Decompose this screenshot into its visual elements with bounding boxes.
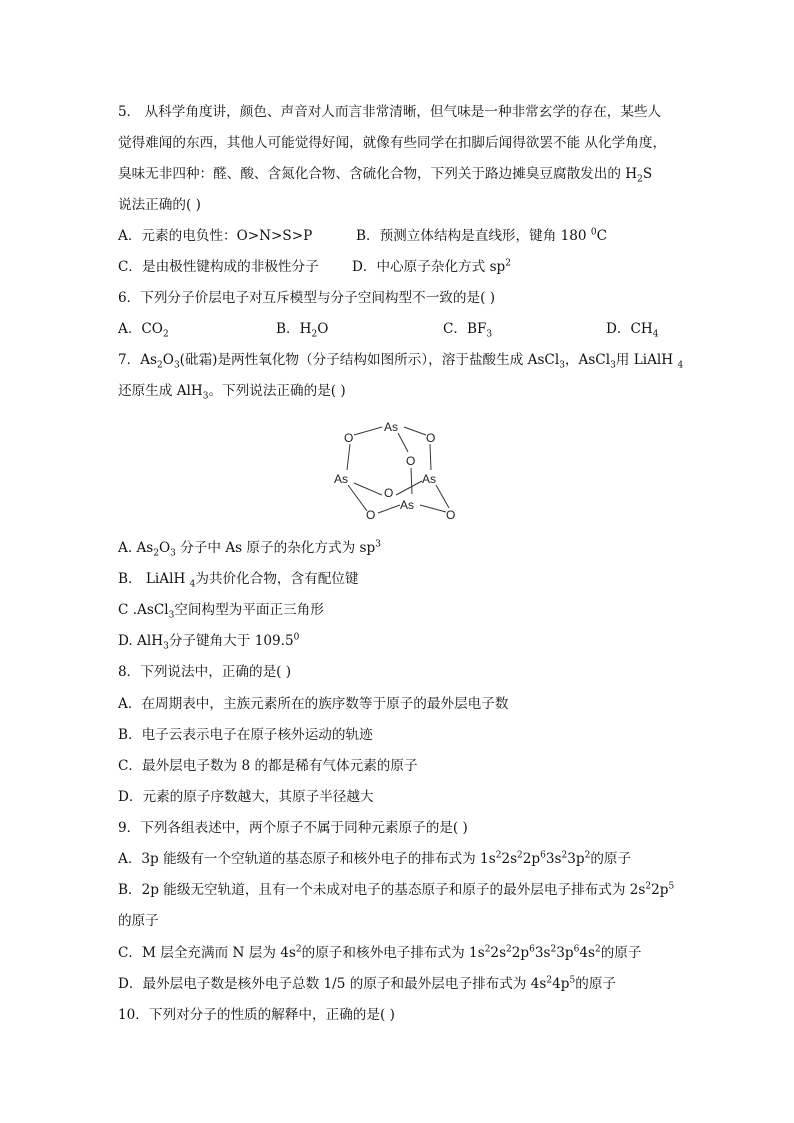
atom-o-center: O: [406, 454, 416, 468]
atom-as-right: As: [422, 472, 437, 486]
q9-option-d: D．最外层电子数是核外电子总数 1/5 的原子和最外层电子排布式为 $4s^24p^5$的原子: [118, 975, 617, 992]
q5-option-c: C．是由极性键构成的非极性分子: [118, 259, 319, 275]
atom-o-left-top: O: [344, 431, 354, 445]
q9-option-b-line-2: 的原子: [118, 913, 159, 929]
q5-option-b: B．预测立体结构是直线形，键角 180 $^0$C: [356, 227, 608, 244]
q7-option-c: C .AsCl$_3$空间构型为平面正三角形: [118, 602, 324, 621]
q6-option-d: D．$CH_4$: [606, 321, 659, 340]
q7-stem-line-2: 还原生成 AlH$_3$。下列说法正确的是( ): [118, 383, 346, 402]
q6-option-a: A．$CO_2$: [118, 321, 169, 340]
q7-stem-line-1: 7．$As_2O_3$(砒霜)是两性氧化物（分子结构如图所示），溶于盐酸生成 AsCl$_3$，AsCl$_3$用 LiAlH $_4$: [118, 352, 684, 371]
as2o3-molecule-diagram: [330, 415, 466, 525]
q7-option-a: A. $As_2O_3$ 分子中 As 原子的杂化方式为 $sp^3$: [118, 539, 381, 559]
q6-option-c: C．$BF_3$: [443, 321, 493, 340]
q7-option-d: D. AlH$_3$分子键角大于 109.5$^0$: [118, 632, 300, 652]
q5-stem-line-1: 5． 从科学角度讲，颜色、声音对人而言非常清晰，但气味是一种非常玄学的存在，某些人: [118, 104, 662, 120]
atom-o-right-bottom: O: [446, 508, 456, 522]
q5-option-d: D．中心原子杂化方式 $sp^2$: [352, 258, 511, 275]
atom-as-bottom: As: [400, 498, 415, 512]
q5-stem-line-2: 觉得难闻的东西，其他人可能觉得好闻，就像有些同学在扣脚后闻得欲罢不能 从化学角度，: [118, 135, 667, 151]
q5-option-a: A．元素的电负性：O>N>S>P: [118, 228, 313, 244]
q5-stem-line-3: 臭味无非四种：醛、酸、含氮化合物、含硫化合物，下列关于路边摊臭豆腐散发出的 $H_2S$: [118, 166, 653, 185]
atom-o-mid: O: [384, 486, 394, 500]
atom-as-left: As: [334, 472, 349, 486]
q8-option-a: A．在周期表中，主族元素所在的族序数等于原子的最外层电子数: [118, 696, 509, 712]
q7-option-b: B． LiAlH $_4$为共价化合物，含有配位键: [118, 571, 359, 590]
q5-options-row-2: [118, 257, 678, 277]
atom-o-left-bottom: O: [366, 508, 376, 522]
q9-stem: 9．下列各组表述中，两个原子不属于同种元素原子的是( ): [118, 820, 468, 836]
q8-option-b: B．电子云表示电子在原子核外运动的轨迹: [118, 727, 373, 743]
q6-stem: 6．下列分子价层电子对互斥模型与分子空间构型不一致的是( ): [118, 290, 496, 306]
q8-option-c: C．最外层电子数为 8 的都是稀有气体元素的原子: [118, 758, 418, 774]
q10-stem: 10．下列对分子的性质的解释中，正确的是( ): [118, 1007, 395, 1023]
q8-stem: 8．下列说法中，正确的是( ): [118, 664, 292, 680]
q9-option-b-line-1: B．2p 能级无空轨道，且有一个未成对电子的基态原子和原子的最外层电子排布式为 $2s^22p^5$: [118, 881, 675, 898]
q5-stem-line-4: 说法正确的( ): [118, 197, 201, 213]
q9-option-c: C．M 层全充满而 N 层为 $4s^2$的原子和核外电子排布式为 $1s^22s^22p^63s^23p^64s^2$的原子: [118, 944, 642, 961]
atom-o-right-top: O: [426, 431, 436, 445]
q6-option-b: B．$H_2O$: [276, 321, 329, 340]
q8-option-d: D．元素的原子序数越大，其原子半径越大: [118, 789, 374, 805]
q6-options-row: [118, 319, 678, 339]
atom-as-top: As: [384, 420, 399, 434]
q9-option-a: A．3p 能级有一个空轨道的基态原子和核外电子的排布式为 $1s^22s^22p^63s^23p^2$的原子: [118, 850, 632, 867]
q5-options-row-1: [118, 226, 678, 246]
